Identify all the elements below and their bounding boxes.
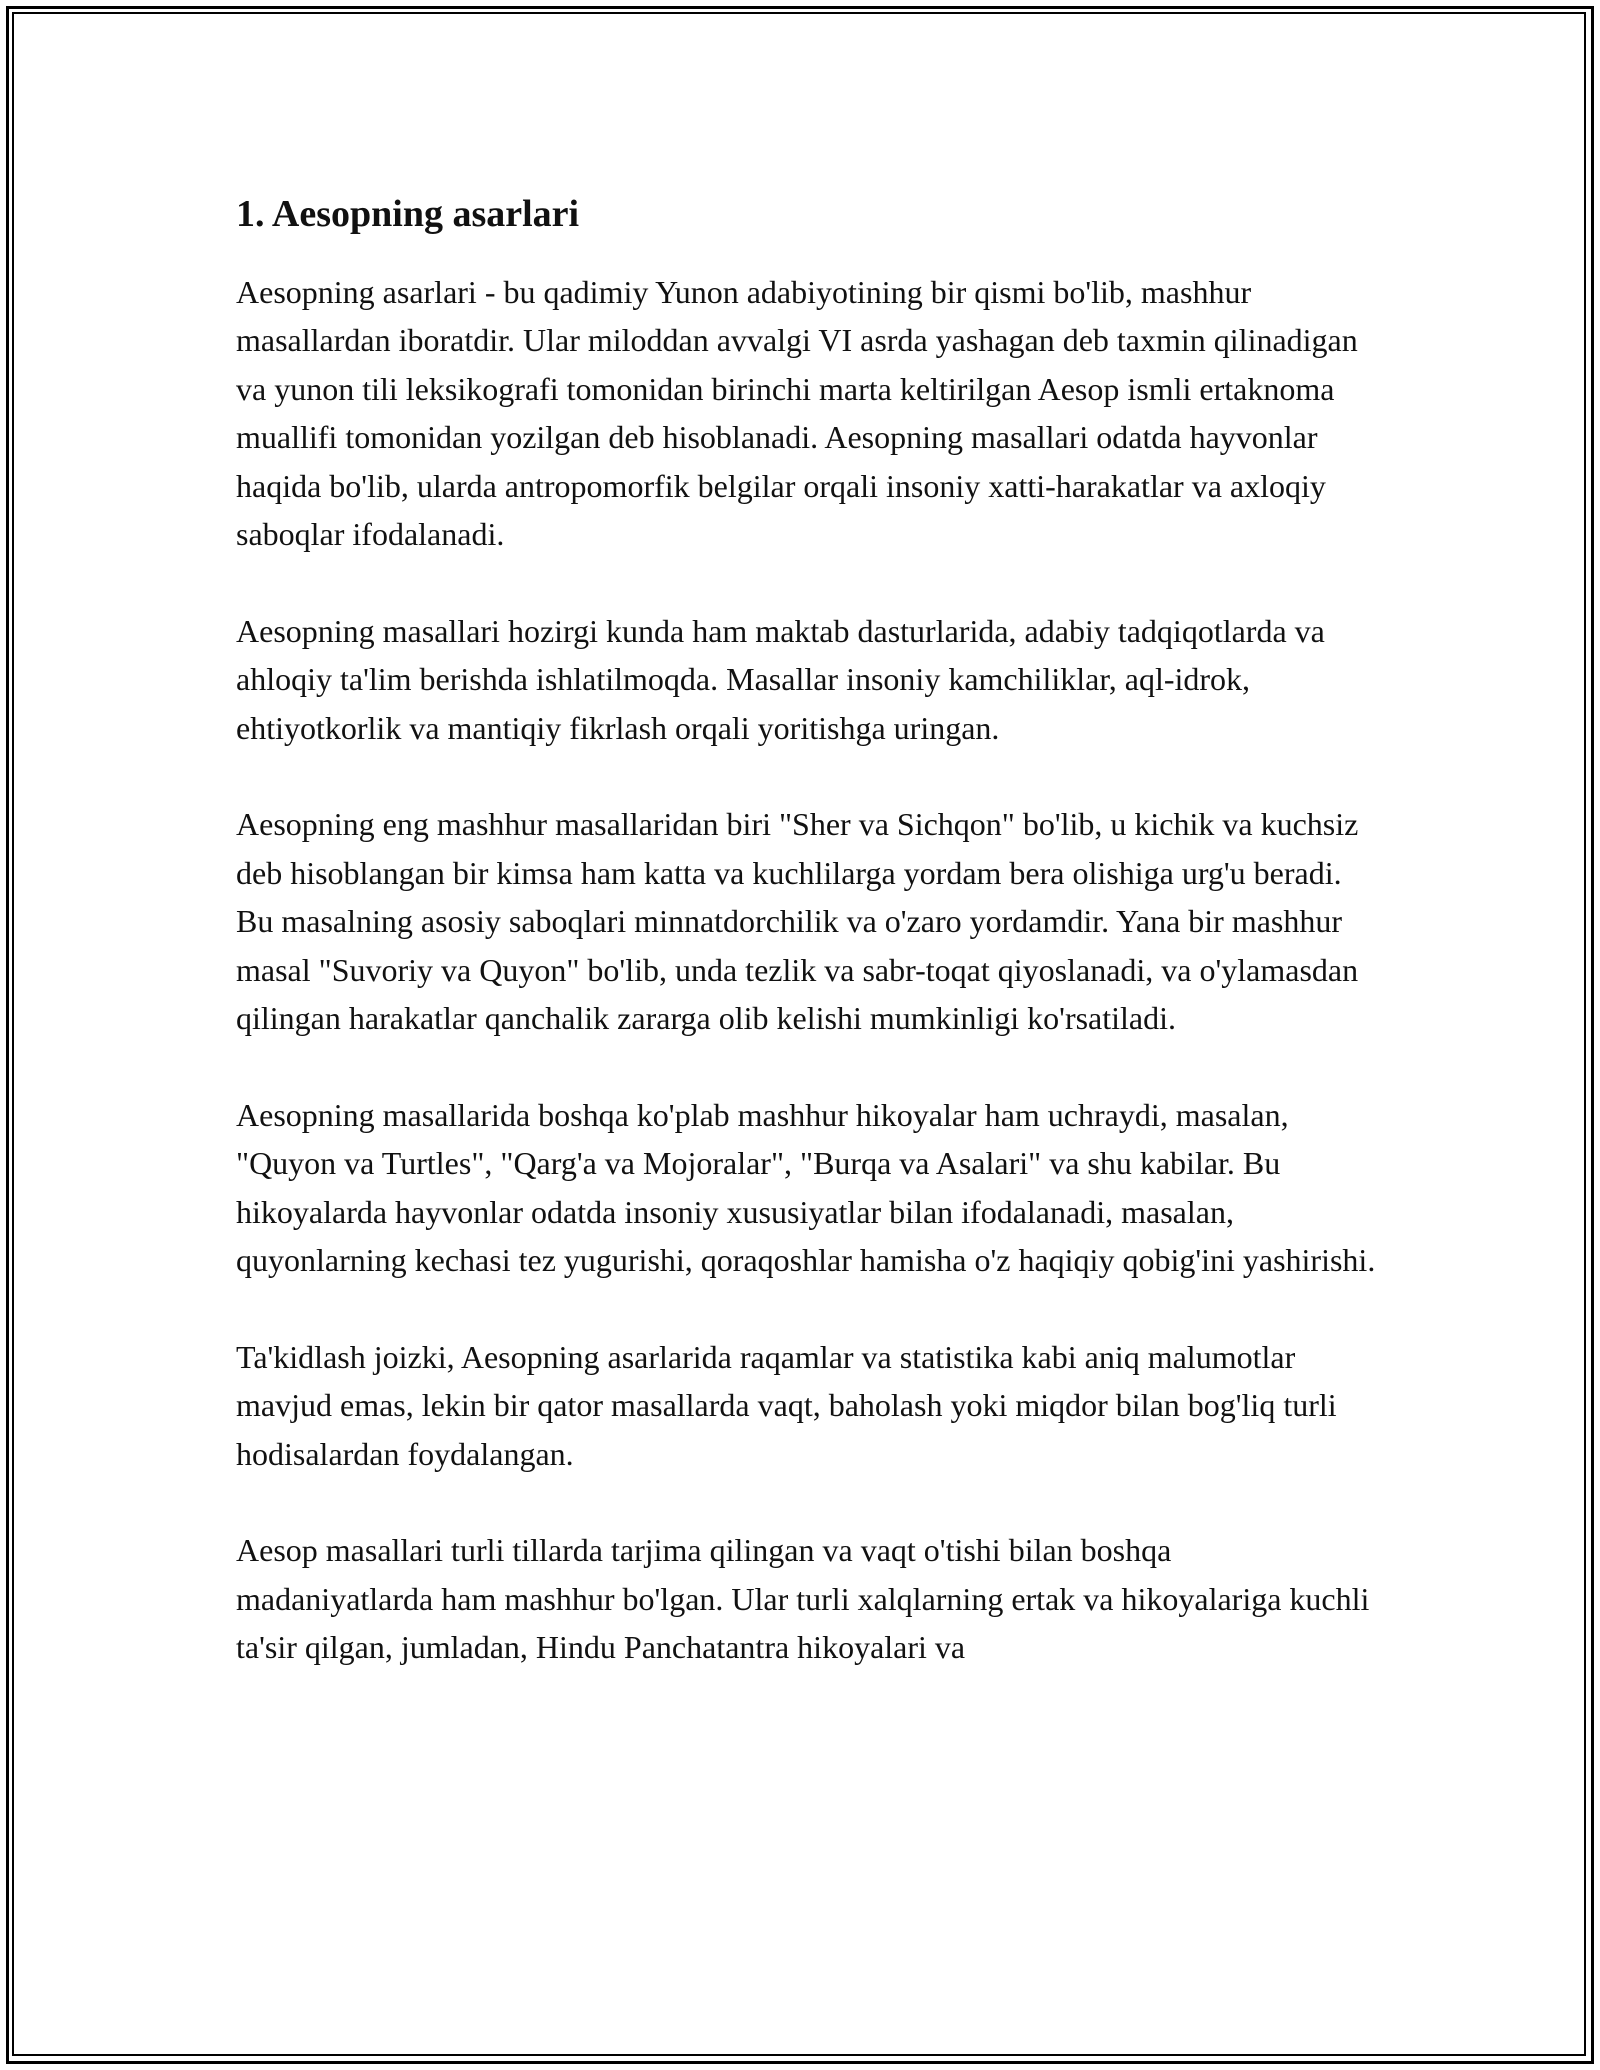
paragraph-1: Aesopning asarlari - bu qadimiy Yunon adabiyotining bir qismi bo'lib, mashhur masallardan iboratdir. Ular miloddan avvalgi VI asrda yashagan deb taxmin qilinadigan va yunon tili leksikografi tomonidan birinchi marta keltirilgan Aesop ismli ertaknoma muallifi tomonidan yozilgan deb hisoblanadi. Aesopning masallari odatda hayvonlar haqida bo'lib, ularda antropomorfik belgilar orqali insoniy xatti-harakatlar va axloqiy saboqlar ifodalanadi. xyxy=(236,274,1358,553)
paragraph-5: Ta'kidlash joizki, Aesopning asarlarida raqamlar va statistika kabi aniq malumotlar mavjud emas, lekin bir qator masallarda vaqt, baholash yoki miqdor bilan bog'liq turli hodisalardan foydalangan. xyxy=(236,1338,1337,1472)
section-heading: 1. Aesopning asarlari xyxy=(236,193,580,235)
document-body xyxy=(236,186,1376,1672)
paragraph-2: Aesopning masallari hozirgi kunda ham maktab dasturlarida, adabiy tadqiqotlarda va ahloqiy ta'lim berishda ishlatilmoqda. Masallar insoniy kamchiliklar, aql-idrok, ehtiyotkorlik va mantiqiy fikrlash orqali yoritishga uringan. xyxy=(236,612,1325,746)
paragraph-4: Aesopning masallarida boshqa ko'plab mashhur hikoyalar ham uchraydi, masalan, "Quyon va Turtles", "Qarg'a va Mojoralar", "Burqa va Asalari" va shu kabilar. Bu hikoyalarda hayvonlar odatda insoniy xususiyatlar bilan ifodalanadi, masalan, quyonlarning kechasi tez yugurishi, qoraqoshlar hamisha o'z haqiqiy qobig'ini yashirishi. xyxy=(236,1096,1376,1279)
paragraph-6: Aesop masallari turli tillarda tarjima qilingan va vaqt o'tishi bilan boshqa madaniyatlarda ham mashhur bo'lgan. Ular turli xalqlarning ertak va hikoyalariga kuchli ta'sir qilgan, jumladan, Hindu Panchatantra hikoyalari va xyxy=(236,1532,1370,1666)
paragraph-3: Aesopning eng mashhur masallaridan biri "Sher va Sichqon" bo'lib, u kichik va kuchsiz deb hisoblangan bir kimsa ham katta va kuchlilarga yordam bera olishiga urg'u beradi. Bu masalning asosiy saboqlari minnatdorchilik va o'zaro yordamdir. Yana bir mashhur masal "Suvoriy va Quyon" bo'lib, unda tezlik va sabr-toqat qiyoslanadi, va o'ylamasdan qilingan harakatlar qanchalik zararga olib kelishi mumkinligi ko'rsatiladi. xyxy=(236,806,1359,1037)
